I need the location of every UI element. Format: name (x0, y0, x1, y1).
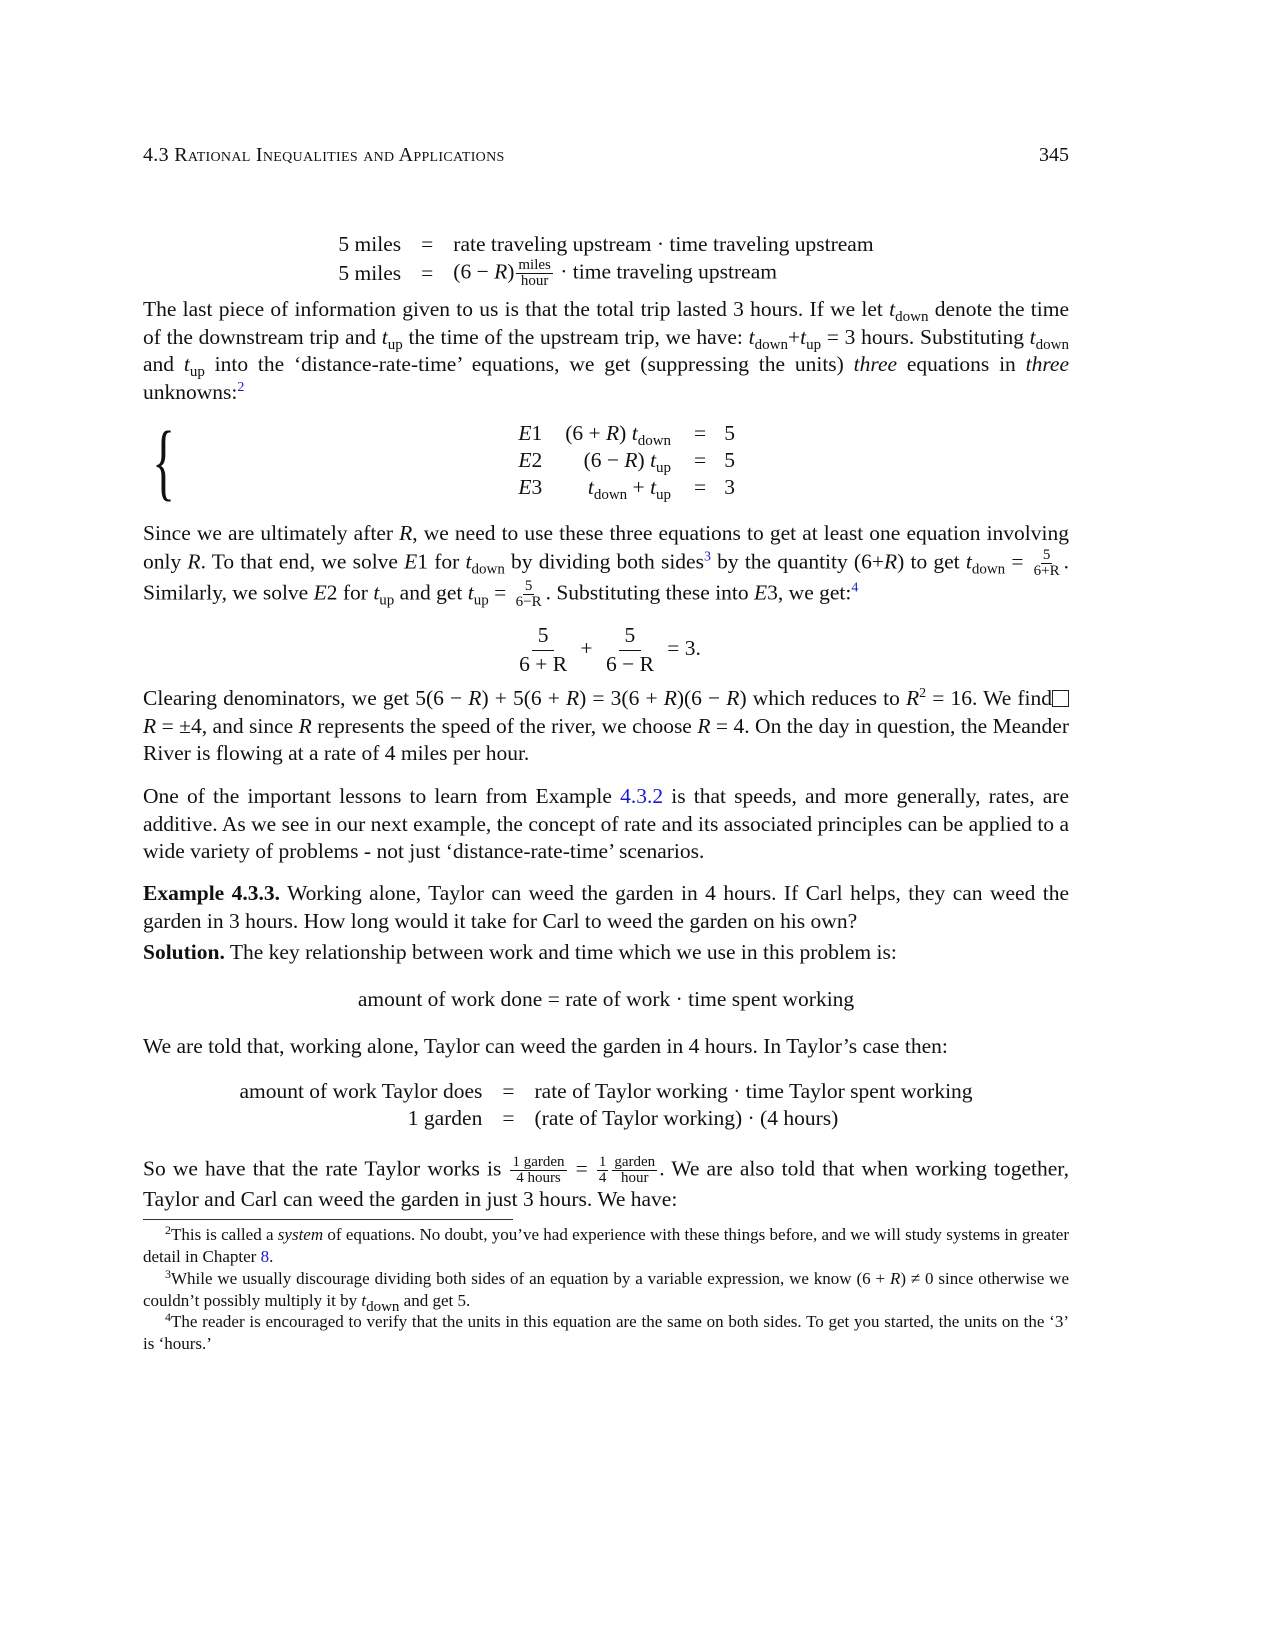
paragraph (143, 296, 1069, 406)
paragraph (143, 520, 1069, 610)
equation-cell (715, 420, 744, 447)
text-run: ) which reduces to (739, 686, 907, 710)
footnote-ref[interactable]: 4 (851, 579, 859, 595)
text-run: The key relationship between work and time which we use in this problem is: (224, 940, 897, 964)
fraction (1032, 548, 1062, 579)
math-variable: R (468, 686, 482, 710)
superscript: 3 (165, 1267, 171, 1281)
text-run: ) = 3(6 + (579, 686, 664, 710)
text-run: + (575, 635, 598, 660)
text-run: 3 (531, 475, 543, 499)
math-variable: R (697, 713, 711, 738)
text-run: (6 − (583, 448, 625, 472)
text-run: 2 for (326, 579, 374, 604)
math-variable: t (361, 1291, 367, 1310)
emphasis-text: system (277, 1225, 324, 1244)
text-run: amount of work done = rate of work · time spent working (357, 987, 855, 1011)
text-run: While we usually discourage dividing both sides of an equation by a variable expression, we know (6 + (171, 1269, 890, 1288)
math-variable: t (631, 421, 638, 445)
fraction-denominator: 4 (598, 1170, 607, 1186)
page-number: 345 (1039, 144, 1069, 166)
math-variable: R (143, 713, 157, 738)
equation-cell (509, 420, 551, 447)
fraction-denominator: hour (621, 1170, 649, 1186)
paragraph (143, 880, 1069, 935)
paragraph (143, 1155, 1069, 1214)
equation-cell (685, 447, 715, 474)
footnote (143, 1311, 1069, 1355)
equation-cell (332, 231, 407, 258)
text-run: 3 (724, 475, 735, 499)
superscript: 2 (165, 1223, 171, 1237)
math-variable: R (624, 448, 638, 472)
text-run: ) to get (897, 548, 966, 573)
cross-reference-link[interactable]: 4.3.2 (620, 784, 664, 808)
equation-cell (509, 474, 551, 501)
text-run: 5 miles (338, 232, 402, 256)
subscript: up (806, 336, 822, 353)
emphasis-text: three (1025, 352, 1070, 376)
equation-cell (529, 1105, 979, 1132)
fraction-denominator: 6 − R (605, 651, 654, 676)
text-run: unknowns: (143, 379, 238, 404)
subscript: up (387, 336, 403, 353)
subscript: up (379, 591, 395, 608)
text-run: = (568, 1156, 595, 1181)
paragraph (143, 685, 1069, 768)
paragraph (143, 783, 1069, 866)
text-run: and get 5. (399, 1291, 471, 1310)
subscript: up (473, 591, 489, 608)
text-run: 5 (724, 421, 735, 445)
text-run: . To that end, we solve (200, 548, 405, 573)
math-variable: t (183, 352, 190, 376)
text-run: ) ≠ 0 since otherwise we couldn’t possibly multiply it by (143, 1269, 1069, 1310)
text-run: , we need to use these three equations to get at least one equation involving only (143, 521, 1069, 573)
text-run: . We are also told that when working together, Taylor and Carl can weed the garden in just 3 hours. We have: (143, 1156, 1069, 1211)
math-variable: R (298, 713, 312, 738)
text-run: ) (507, 259, 515, 284)
text-run: = (694, 421, 707, 445)
text-run: rate of Taylor working · time Taylor spent working (534, 1079, 973, 1103)
text-run: denote the time of the downstream trip and (143, 297, 1070, 349)
text-run: = (488, 579, 512, 604)
subscript: down (593, 487, 628, 503)
math-variable: R (726, 686, 740, 710)
equation-cell (715, 474, 744, 501)
equation-cell (332, 258, 407, 289)
footnote-ref[interactable]: 2 (237, 379, 245, 395)
text-run: So we have that the rate Taylor works is (143, 1156, 509, 1181)
fraction-denominator: hour (520, 273, 549, 289)
text-run: = (502, 1106, 515, 1130)
text-run: . Substituting these into (545, 579, 755, 604)
text-run: = (421, 232, 434, 256)
math-variable: t (800, 324, 807, 349)
text-run: = (694, 475, 707, 499)
equation-row (509, 420, 744, 447)
display-equation (143, 622, 1069, 678)
equation-array (143, 1078, 1069, 1132)
text-run: amount of work Taylor does (239, 1079, 483, 1103)
subscript: down (1035, 336, 1069, 353)
math-variable: R (399, 521, 413, 545)
text-run: ) + 5(6 + (481, 686, 566, 710)
math-variable: R (494, 259, 508, 284)
fraction-numerator: garden (614, 1154, 656, 1170)
fraction-numerator: 1 (598, 1154, 607, 1170)
text-run: represents the speed of the river, we choose (311, 713, 698, 738)
text-run: One of the important lessons to learn from Example (143, 784, 621, 808)
emphasis-text: three (853, 352, 898, 376)
subscript: down (895, 309, 929, 325)
text-run: + (627, 475, 651, 499)
paragraph (143, 1033, 1069, 1061)
fraction-numerator: 1 garden (512, 1154, 565, 1170)
subscript: down (971, 560, 1006, 577)
text-run: 3, we get: (767, 579, 852, 604)
fraction-denominator: 6+R (1033, 562, 1060, 579)
text-run: and (143, 352, 184, 376)
fraction-denominator: 6−R (515, 593, 542, 610)
math-variable: t (465, 548, 472, 573)
text-run: and get (394, 579, 468, 604)
math-variable: R (889, 1269, 901, 1288)
math-variable: t (381, 324, 388, 349)
text-run: = (421, 261, 434, 285)
fraction-numerator: 5 (532, 622, 555, 651)
fraction (513, 622, 573, 678)
text-run: is that speeds, and more generally, rates, are additive. As we see in our next example, the concept of rate and its associated principles can be applied to a wide variety of problems - not just ‘distance-rate-time’ scenarios. (143, 784, 1070, 863)
subscript: up (189, 364, 205, 380)
subscript: down (471, 560, 505, 577)
text-run: the time of the upstream trip, we have: (402, 324, 749, 349)
text-run: ) (637, 448, 651, 472)
equation-table (233, 1078, 978, 1132)
footnote-ref[interactable]: 3 (703, 548, 711, 564)
text-run: 1 for (417, 548, 466, 573)
footnote (143, 1267, 1069, 1315)
text-run: = ±4, and since (156, 713, 299, 738)
math-variable: t (587, 475, 594, 499)
text-run: Since we are ultimately after (143, 521, 400, 545)
text-run: = 16. We find (926, 686, 1053, 710)
equation-row (509, 447, 744, 474)
subscript: down (754, 336, 788, 353)
text-run: = (1005, 548, 1030, 573)
math-variable: t (1029, 324, 1036, 349)
text-run: ) (619, 421, 632, 445)
text-run: This is called a (171, 1225, 278, 1244)
math-variable: t (650, 448, 657, 472)
text-run: (6 − (453, 259, 495, 284)
cross-reference-link[interactable]: 8 (260, 1247, 270, 1266)
text-run: (rate of Taylor working) · (4 hours) (534, 1106, 839, 1130)
equation-cell (715, 447, 744, 474)
math-variable: E (518, 448, 532, 472)
equation-cell (407, 231, 447, 258)
fraction (612, 1155, 657, 1186)
fraction (600, 622, 660, 678)
paragraph (143, 939, 1069, 967)
text-run: Clearing denominators, we get 5(6 − (143, 686, 469, 710)
text-run: equations in (897, 352, 1026, 376)
fraction-denominator: 6 + R (519, 651, 568, 676)
equation-cell (407, 258, 447, 289)
math-variable: R (906, 686, 920, 710)
subscript: up (656, 487, 672, 503)
subscript: up (656, 460, 672, 476)
system-table (509, 420, 744, 501)
equation-table (332, 231, 879, 289)
text-run: 5 (724, 448, 735, 472)
text-run: · time traveling upstream (554, 259, 777, 284)
math-variable: E (518, 421, 532, 445)
fraction-denominator: 4 hours (516, 1170, 561, 1186)
text-run: . (269, 1247, 274, 1266)
left-brace-icon: { (152, 412, 175, 509)
math-variable: t (748, 324, 755, 349)
math-variable: R (187, 548, 201, 573)
equation-row (332, 258, 879, 289)
text-run: 1 (531, 421, 543, 445)
text-run: 2 (531, 448, 543, 472)
fraction (510, 1155, 566, 1186)
footnote (143, 1224, 1069, 1268)
text-run: . Similarly, we solve (143, 548, 1069, 604)
math-variable: t (650, 475, 657, 499)
fraction-numerator: 5 (619, 622, 642, 651)
footnote-divider (143, 1219, 513, 1220)
fraction (516, 258, 553, 289)
math-variable: t (889, 297, 896, 321)
equation-cell (447, 258, 879, 289)
equation-cell (447, 231, 879, 258)
math-variable: E (313, 579, 327, 604)
subscript: down (637, 433, 672, 449)
display-equation (143, 986, 1069, 1014)
equation-cell (488, 1078, 528, 1105)
fraction-numerator: 5 (1042, 546, 1051, 563)
text-run: by the quantity (6+ (710, 548, 884, 573)
equation-cell (551, 447, 685, 474)
equation-cell (488, 1105, 528, 1132)
text-run: = 3. (661, 635, 701, 660)
subscript: down (366, 1299, 400, 1315)
math-variable: t (467, 579, 474, 604)
math-variable: R (883, 548, 898, 573)
equation-row (509, 474, 744, 501)
math-variable: R (663, 686, 677, 710)
math-variable: E (518, 475, 532, 499)
text-run: = 3 hours. Substituting (821, 324, 1030, 349)
math-variable: t (965, 548, 972, 573)
equation-array (143, 231, 1069, 289)
equation-cell (233, 1105, 488, 1132)
equation-cell (551, 420, 685, 447)
fraction-numerator: miles (518, 257, 551, 273)
equation-system (143, 412, 1069, 509)
bold-label: Example 4.3.3. (143, 881, 281, 905)
superscript: 4 (165, 1310, 171, 1324)
text-run: of equations. No doubt, you’ve had experience with these things before, and we will study systems in greater detail in Chapter (143, 1225, 1069, 1266)
math-variable: E (754, 579, 768, 604)
text-run: + (787, 324, 801, 349)
equation-row (332, 231, 879, 258)
text-run: 1 garden (407, 1106, 483, 1130)
math-variable: R (566, 686, 580, 710)
qed-box-icon (1052, 690, 1069, 707)
text-run: The reader is encouraged to verify that the units in this equation are the same on both sides. To get you started, the units on the ‘3’ is ‘hours.’ (143, 1312, 1069, 1353)
text-run: = 4. On the day in question, the Meander River is flowing at a rate of 4 miles per hour. (143, 713, 1069, 765)
fraction (514, 579, 544, 610)
fraction-numerator: 5 (524, 577, 533, 594)
equation-cell (551, 474, 685, 501)
text-run: 5 miles (338, 261, 402, 285)
text-run: )(6 − (676, 686, 727, 710)
equation-cell (529, 1078, 979, 1105)
text-run: The last piece of information given to us is that the total trip lasted 3 hours. If we let (143, 297, 890, 321)
text-run: rate traveling upstream · time traveling upstream (453, 232, 874, 256)
text-run: = (502, 1079, 515, 1103)
math-variable: E (404, 548, 418, 573)
text-run: (6 + (565, 421, 607, 445)
math-variable: R (606, 421, 620, 445)
text-run: Working alone, Taylor can weed the garden in 4 hours. If Carl helps, they can weed the garden in 3 hours. How long would it take for Carl to weed the garden on his own? (143, 881, 1069, 933)
text-run: by dividing both sides (504, 548, 704, 573)
bold-label: Solution. (143, 940, 225, 964)
equation-row (233, 1105, 978, 1132)
equation-row (233, 1078, 978, 1105)
equation-cell (685, 474, 715, 501)
superscript: 2 (919, 686, 927, 701)
equation-cell (509, 447, 551, 474)
math-variable: t (373, 579, 380, 604)
equation-cell (233, 1078, 488, 1105)
text-run: = (694, 448, 707, 472)
text-run: into the ‘distance-rate-time’ equations, we get (suppressing the units) (204, 352, 854, 376)
equation-cell (685, 420, 715, 447)
text-run: We are told that, working alone, Taylor can weed the garden in 4 hours. In Taylor’s case then: (143, 1034, 948, 1058)
fraction (597, 1155, 609, 1186)
running-header-section: 4.3 Rational Inequalities and Applications (143, 144, 505, 166)
